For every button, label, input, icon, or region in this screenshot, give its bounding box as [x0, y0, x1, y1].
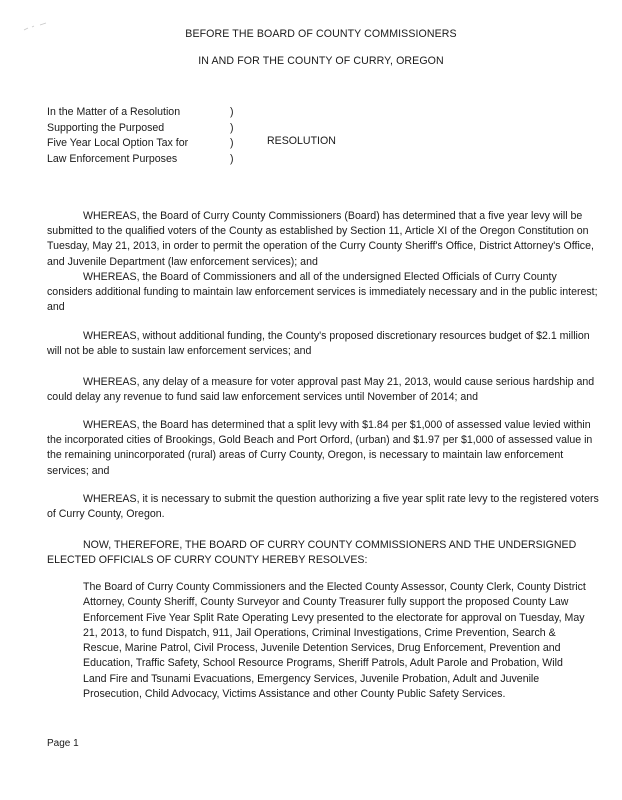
resolution-body: The Board of Curry County Commissioners and the Elected County Assessor, County Clerk, County District Attorney, County Sheriff, County Surveyor and County Treasurer fully support the proposed County Law Enforcement Five Year Split Rate Operating Levy presented to the electorate for approval on Tuesday, May 21, 2013, to fund Dispatch, 911, Jail Operations, Criminal Investigations, Crime Prevention, Search & Rescue, Marine Patrol, Civil Process, Juvenile Detention Services, Drug Enforcement, Prevention and Education, Traffic Safety, School Resource Programs, Sheriff Patrols, Adult Parole and Probation, Wild Land Fire and Tsunami Evacuations, Emergency Services, Juvenile Probation, Adult and Juvenile Prosecution, Child Advocacy, Victims Assistance and other County Public Safety Services. — [83, 581, 586, 701]
caption-paren: ) — [230, 152, 234, 165]
whereas-paragraph-3: WHEREAS, without additional funding, the County's proposed discretionary resources budget of $2.1 million will not be able to sustain law enforcement services; and — [47, 330, 590, 358]
caption-line: Law Enforcement Purposes — [47, 152, 178, 165]
caption-line: In the Matter of a Resolution — [47, 106, 181, 118]
resolution-label: RESOLUTION — [267, 135, 336, 147]
document-heading-county: IN AND FOR THE COUNTY OF CURRY, OREGON — [198, 55, 444, 67]
whereas-paragraph-5: WHEREAS, the Board has determined that a split levy with $1.84 per $1,000 of assessed value levied within the incorporated cities of Brookings, Gold Beach and Port Orford, (urban) and $1.97 per $1,000 of assessed value in the remaining unincorporated (rural) areas of Curry County, Oregon, is necessary to maintain law enforcement services; and — [47, 419, 593, 477]
resolves-paragraph: NOW, THEREFORE, THE BOARD OF CURRY COUNTY COMMISSIONERS AND THE UNDERSIGNED ELECTED OFFICIALS OF CURRY COUNTY HEREBY RESOLVES: — [47, 539, 577, 567]
caption-paren: ) — [230, 121, 234, 134]
caption-line: Five Year Local Option Tax for — [47, 137, 189, 149]
caption-row — [47, 122, 250, 138]
caption-row — [47, 153, 250, 169]
caption-paren: ) — [230, 137, 234, 149]
page-number: Page 1 — [47, 738, 79, 749]
caption-paren: ) — [230, 106, 234, 118]
whereas-paragraph-6: WHEREAS, it is necessary to submit the question authorizing a five year split rate levy to the registered voters of Curry County, Oregon. — [47, 493, 599, 521]
whereas-paragraph-4: WHEREAS, any delay of a measure for voter approval past May 21, 2013, would cause serious hardship and could delay any revenue to fund said law enforcement services until November of 2014; and — [47, 376, 595, 404]
caption-line: Supporting the Purposed — [47, 121, 165, 134]
document-heading-board: BEFORE THE BOARD OF COUNTY COMMISSIONERS — [185, 28, 457, 40]
caption-row — [47, 137, 250, 153]
caption-row — [47, 106, 250, 122]
case-caption — [47, 106, 250, 168]
whereas-paragraph-2: WHEREAS, the Board of Commissioners and all of the undersigned Elected Officials of Curry County considers additional funding to maintain law enforcement services is immediately necessary and in the public interest; and — [47, 271, 598, 314]
whereas-paragraph-1: WHEREAS, the Board of Curry County Commissioners (Board) has determined that a five year levy will be submitted to the qualified voters of the County as established by Section 11, Article XI of the Oregon Constitution on Tuesday, May 21, 2013, in order to permit the operation of the Curry County Sheriff's Office, District Attorney's Office, and Juvenile Department (law enforcement services); and — [47, 210, 594, 268]
